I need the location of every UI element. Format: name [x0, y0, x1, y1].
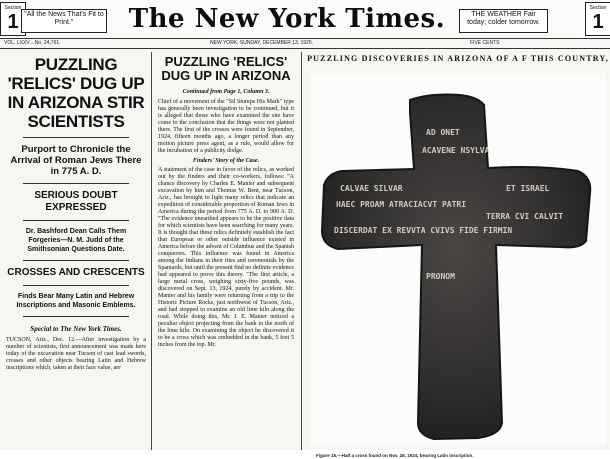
continued-line: Continued from Page 1, Column 3.: [182, 89, 270, 95]
dateline: [0, 38, 610, 49]
column-rule: [151, 52, 152, 450]
inscription-line: ET ISRAEL: [506, 184, 550, 193]
inscription-line: DISCERDAT EX REVVTA CVIVS FIDE FIRMIN: [334, 226, 513, 235]
newspaper-nameplate: The New York Times.: [128, 4, 446, 34]
photo-column: [306, 50, 610, 458]
volume-number: VOL. LXXV....No. 24,761.: [4, 40, 61, 46]
inscription-line: ACAVENE NSYLVA: [422, 146, 490, 155]
lead-story-column: [3, 55, 149, 450]
headline-deck: Purport to Chronicle the Arrival of Roman Jews There in 775 A. D.: [10, 144, 142, 177]
section-label: Section: [4, 5, 22, 11]
photo-banner: PUZZLING DISCOVERIES IN ARIZONA OF A F THIS COUNTRY,: [307, 54, 609, 63]
inscription-line: HAEC PROAM ATRACIACVT PATRI: [336, 200, 467, 209]
divider: [23, 137, 129, 138]
inscription-line: AD ONET: [426, 128, 460, 137]
headline-deck: CROSSES AND CRESCENTS: [7, 267, 145, 278]
column-rule: [301, 52, 302, 450]
cross-image: [310, 73, 606, 445]
inscription-line: PRONOM: [426, 272, 455, 281]
headline-deck: Dr. Bashford Dean Calls Them Forgeries—N. M. Judd of the Smithsonian Questions Date.: [25, 228, 127, 253]
divider: [23, 316, 129, 317]
cross-photograph: [310, 73, 606, 445]
section-number: 1: [592, 11, 604, 33]
ear-weather: THE WEATHER Fair today; colder tomorrow.: [459, 9, 548, 33]
article-subhead: Finders' Story of the Case.: [192, 158, 260, 164]
photo-caption: Figure 15.—Half a cross found on Nov. 28, 1924, bearing Latin inscription.: [316, 453, 474, 458]
headline-deck: SERIOUS DOUBT EXPRESSED: [34, 190, 118, 213]
jump-story-column: [154, 55, 298, 450]
inscription-line: CALVAE SILVAR: [340, 184, 403, 193]
lead-headline: PUZZLING 'RELICS' DUG UP IN ARIZONA STIR SCIENTISTS: [7, 55, 145, 131]
section-indicator-right: [585, 2, 610, 36]
masthead: [0, 0, 610, 38]
divider: [23, 220, 129, 221]
special-credit: Special to The New York Times.: [30, 325, 122, 333]
issue-price: FIVE CENTS: [470, 40, 500, 46]
article-body: A statement of the case in favor of the relics, as worked out by the finders and their co-workers, follows: "A chance discovery by Charles E. Manier and subsequent excavation by him and Thomas W. Bent, near Tucson, Ariz., has brought to light many relics that indicate an expedition of considerable proportion of Roman Jews in America during the period from 775 A. D. to 900 A. D. "The evidence unearthed appears to be the positive data for which scientists have been searching for many years. It is thought that these relics definitely establish the fact that European or other outside influence existed in America before the advent of Columbus and the Spanish conquerors. This influence was found in America among the Indians in their rites and ceremonials by the Spaniards, but until the present find no definite evidence had appeared to prove this theory. "The first article, a large metal cross, weighing sixty-five pounds, was discovered on Sept. 13, 1924, purely by accident. Mr. Manier and his family were returning from a trip to the Historic Picture Rocks, just northwest of Tucson, Ariz., and had stopped to examine an old lime kiln along the road. While doing this, Mr. J. E. Manier noticed a peculiar object projecting from the bank to the north of the lime kiln. On examining the object he discovered it to be a cross which was embedded in the bank, 5 feet 5 inches from the top. Mr.: [158, 167, 294, 348]
inscription-line: TERRA CVI CALVIT: [486, 212, 564, 221]
divider: [23, 183, 129, 184]
divider: [23, 285, 129, 286]
ear-motto: "All the News That's Fit to Print.": [21, 9, 107, 33]
section-label: Section: [589, 5, 607, 11]
divider: [23, 260, 129, 261]
headline-deck: Finds Bear Many Latin and Hebrew Inscriptions and Masonic Emblems.: [16, 293, 136, 309]
article-body: Chief of a movement of the "Sil Stumps His Mark" type has generally been investigation to be continued, but it is alleged that those who have examined the site have come to the conclusion that the things were not planted there. The first of the crosses were found in September, 1924, fifteen months ago, a longer period than any motion picture press agent, as a rule, would allow for the incubation of a publicity dodge.: [158, 99, 294, 154]
issue-date: NEW YORK, SUNDAY, DECEMBER 13, 1925.: [210, 40, 314, 46]
article-body: TUCSON, Ariz., Dec. 12.—After investigation by a number of scientists, first announcement was made here today of the excavation near Tucson of cast lead swords, crosses and other objects bearing Latin and Hebrew inscriptions which, taken at their face value, are: [6, 337, 146, 371]
section-number: 1: [7, 11, 19, 33]
jump-headline: PUZZLING 'RELICS' DUG UP IN ARIZONA: [161, 54, 291, 83]
